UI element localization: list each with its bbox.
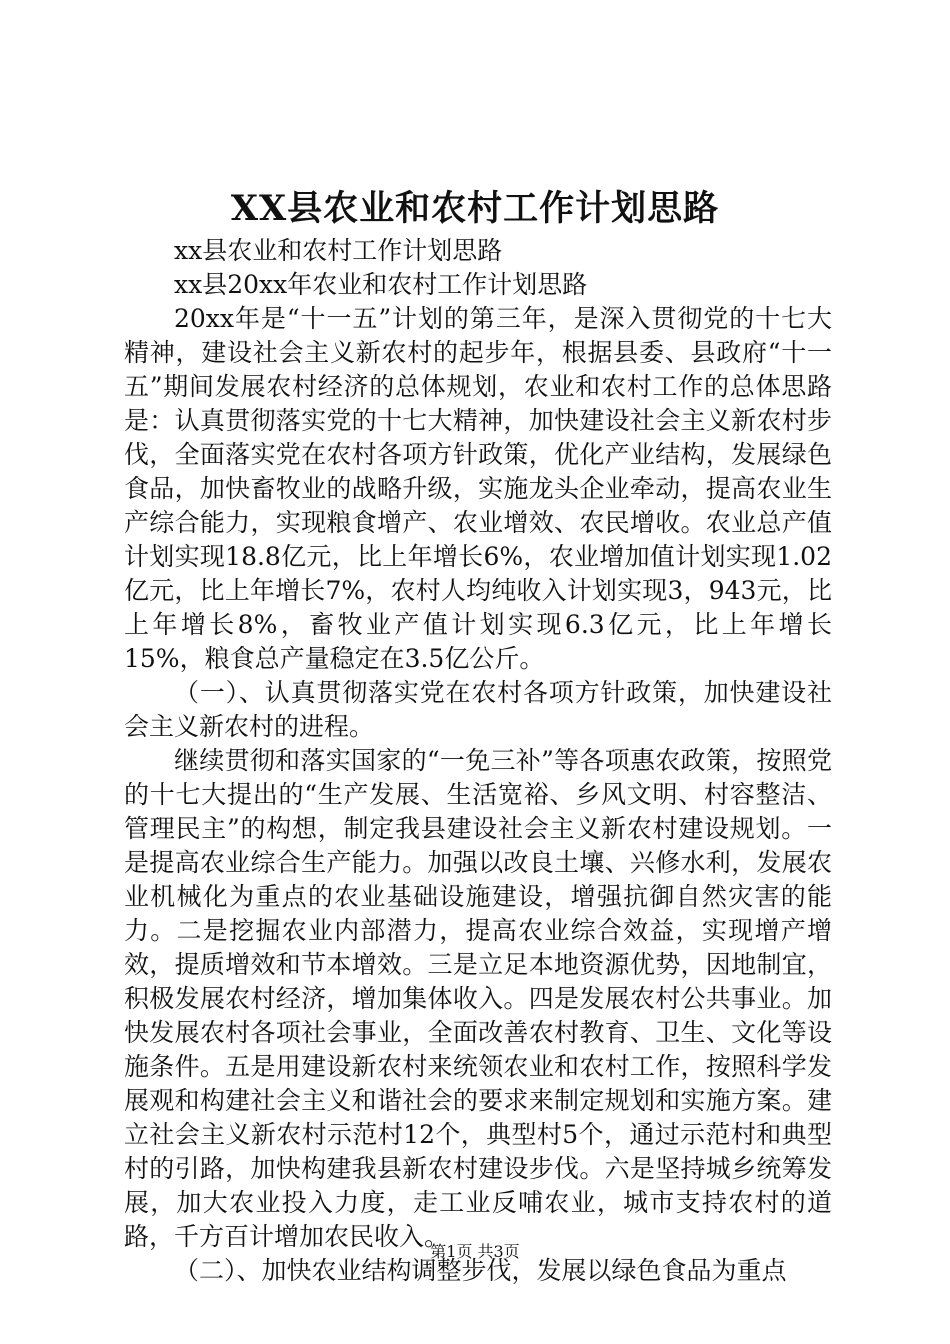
paragraph-section-1: 继续贯彻和落实国家的“一免三补”等各项惠农政策，按照党的十七大提出的“生产发展、生活宽裕、乡风文明、村容整洁、管理民主”的构想，制定我县建设社会主义新农村建设规划。一是提高农业综合生产能力。加强以改良土壤、兴修水利，发展农业机械化为重点的农业基础设施建设，增强抗御自然灾害的能力。二是挖掘农业内部潜力，提高农业综合效益，实现增产增效，提质增效和节本增效。三是立足本地资源优势，因地制宜，积极发展农村经济，增加集体收入。四是发展农村公共事业。加快发展农村各项社会事业，全面改善农村教育、卫生、文化等设施条件。五是用建设新农村来统领农业和农村工作，按照科学发展观和构建社会主义和谐社会的要求来制定规划和实施方案。建立社会主义新农村示范村12个，典型村5个，通过示范村和典型村的引路，加快构建我县新农村建设步伐。六是坚持城乡统筹发展，加大农业投入力度，走工业反哺农业，城市支持农村的道路，千方百计增加农民收入。 <box>124 746 832 1251</box>
document-title: XX县农业和农村工作计划思路 <box>230 188 720 229</box>
page-number: 第1页 共3页 <box>430 1242 520 1261</box>
document-body <box>124 234 832 1288</box>
section-heading-1: （一）、认真贯彻落实党在农村各项方针政策，加快建设社会主义新农村的进程。 <box>124 678 832 741</box>
section-heading-2: （二）、加快农业结构调整步伐，发展以绿色食品为重点 <box>174 1256 787 1285</box>
paragraph-heading-1: xx县农业和农村工作计划思路 <box>174 236 503 265</box>
paragraph-overview: 20xx年是“十一五”计划的第三年，是深入贯彻党的十七大精神，建设社会主义新农村的起步年，根据县委、县政府“十一五”期间发展农村经济的总体规划，农业和农村工作的总体思路是：认真贯彻落实党的十七大精神，加快建设社会主义新农村步伐，全面落实党在农村各项方针政策，优化产业结构，发展绿色食品，加快畜牧业的战略升级，实施龙头企业牵动，提高农业生产综合能力，实现粮食增产、农业增效、农民增收。农业总产值计划实现18.8亿元，比上年增长6%，农业增加值计划实现1.02亿元，比上年增长7%，农村人均纯收入计划实现3，943元，比上年增长8%，畜牧业产值计划实现6.3亿元，比上年增长15%，粮食总产量稳定在3.5亿公斤。 <box>124 304 832 673</box>
paragraph-heading-2: xx县20xx年农业和农村工作计划思路 <box>174 270 588 299</box>
